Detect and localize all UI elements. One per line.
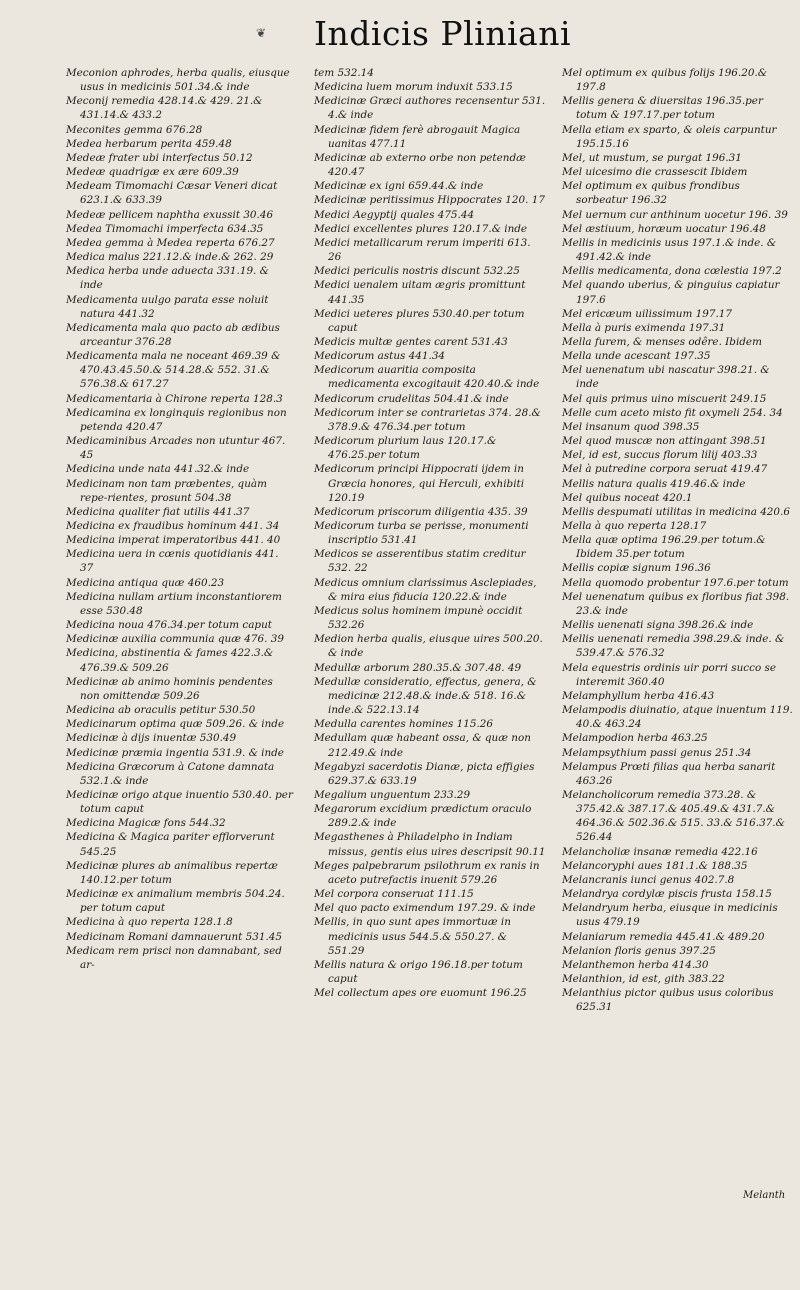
index-column-3 bbox=[562, 66, 797, 1014]
index-entry: Medica malus 221.12.& inde.& 262. 29 bbox=[66, 251, 274, 264]
index-entry: Mel, ut mustum, se purgat 196.31 bbox=[562, 151, 742, 164]
index-column-1 bbox=[66, 66, 297, 972]
index-entry: Melamphyllum herba 416.43 bbox=[562, 689, 715, 702]
index-entry: Medicina qualiter fiat utilis 441.37 bbox=[66, 505, 250, 518]
index-entry: Mel uenenatum ubi nascatur 398.21. & inde bbox=[562, 364, 773, 391]
index-entry: Medea herbarum perita 459.48 bbox=[66, 137, 232, 150]
index-entry: Mel uenenatum quibus ex floribus fiat 398. 23.& inde bbox=[562, 590, 793, 617]
index-entry: Mel quod muscæ non attingant 398.51 bbox=[562, 435, 767, 448]
index-entry: Mel æstiuum, horæum uocatur 196.48 bbox=[562, 222, 766, 235]
index-entry: Medicinæ peritissimus Hippocrates 120. 17 bbox=[314, 194, 545, 207]
index-entry: Melampodion herba 463.25 bbox=[562, 732, 708, 745]
index-entry: Melampsythium passi genus 251.34 bbox=[562, 746, 752, 759]
index-entry: Medici Aegyptij quales 475.44 bbox=[314, 208, 475, 221]
index-entry: Meconion aphrodes, herba qualis, eiusque usus in medicinis 501.34.& inde bbox=[66, 67, 294, 94]
index-entry: Mel optimum ex quibus frondibus sorbeatur 196.32 bbox=[562, 180, 744, 207]
index-entry: Medicorum plurium laus 120.17.& 476.25.per totum bbox=[314, 435, 500, 462]
index-entry: Melanthius pictor quibus usus coloribus 625.31 bbox=[562, 987, 777, 1014]
ornament-icon: ❦ bbox=[256, 26, 267, 40]
index-entry: Medicinæ origo atque inuentio 530.40. per totum caput bbox=[66, 788, 297, 816]
index-column-2 bbox=[314, 66, 549, 1000]
index-entry: Mel insanum quod 398.35 bbox=[562, 420, 700, 433]
index-entry: Melanthemon herba 414.30 bbox=[562, 958, 709, 971]
index-entry: Medulla carentes homines 115.26 bbox=[314, 718, 494, 731]
index-entry: Medici metallicarum rerum imperiti 613. 26 bbox=[314, 236, 534, 264]
index-entry: Medici excellentes plures 120.17.& inde bbox=[314, 222, 528, 235]
index-entry: Mellis uenenati remedia 398.29.& inde. & 539.47.& 576.32 bbox=[562, 633, 788, 660]
index-entry: Medea gemma à Medea reperta 676.27 bbox=[66, 236, 275, 249]
index-entry: Medicinæ ex igni 659.44.& inde bbox=[314, 180, 484, 193]
index-entry: Mella quomodo probentur 197.6.per totum bbox=[562, 576, 789, 589]
index-entry: Medicorum astus 441.34 bbox=[314, 350, 446, 363]
index-entry: Mel uicesimo die crassescit Ibidem bbox=[562, 166, 748, 179]
index-entry: Melancholiæ insanæ remedia 422.16 bbox=[562, 845, 758, 858]
index-entry: Medeæ frater ubi interfectus 50.12 bbox=[66, 151, 253, 164]
index-entry: Meconites gemma 676.28 bbox=[66, 123, 203, 136]
index-entry: Medicinæ Græci authores recensentur 531. 4.& inde bbox=[314, 95, 549, 122]
index-entry: Medeæ quadrigæ ex ære 609.39 bbox=[66, 166, 239, 179]
index-entry: Medicinam non tam præbentes, quàm repe-rientes, prosunt 504.38 bbox=[66, 477, 271, 504]
index-entry: Melandrya cordylæ piscis frusta 158.15 bbox=[562, 888, 772, 901]
index-entry: Medici ueteres plures 530.40.per totum caput bbox=[314, 307, 528, 334]
index-entry: Mellis despumati utilitas in medicina 420.6 bbox=[562, 505, 790, 518]
index-entry: Medicinam Romani damnauerunt 531.45 bbox=[66, 930, 283, 943]
index-entry: Melampodis diuinatio, atque inuentum 119. 40.& 463.24 bbox=[562, 704, 797, 731]
index-entry: Medicina uera in cœnis quotidianis 441. 37 bbox=[66, 548, 282, 575]
index-entry: Megarorum excidium prædictum oraculo 289.2.& inde bbox=[314, 803, 535, 830]
index-entry: Medicamina ex longinquis regionibus non petenda 420.47 bbox=[66, 406, 290, 433]
index-entry: Mel à putredine corpora seruat 419.47 bbox=[562, 463, 768, 476]
index-entry: Medicorum crudelitas 504.41.& inde bbox=[314, 392, 509, 405]
index-entry: Melampus Prœti filias qua herba sanarit 463.26 bbox=[562, 760, 779, 787]
index-entry: Medicorum turba se perisse, monumenti inscriptio 531.41 bbox=[314, 520, 532, 547]
index-entry: Medicinæ ab animo hominis pendentes non omittendæ 509.26 bbox=[66, 675, 277, 702]
index-entry: Melancholicorum remedia 373.28. & 375.42.& 387.17.& 405.49.& 431.7.& 464.36.& 502.36.& 515. 33.& 516.37.& 526.44 bbox=[562, 788, 789, 844]
index-entry: Medicamentaria à Chirone reperta 128.3 bbox=[66, 392, 283, 405]
index-entry: Meges palpebrarum psilothrum ex ranis in aceto putrefactis inuenit 579.26 bbox=[314, 859, 543, 886]
index-entry: Medea Timomachi imperfecta 634.35 bbox=[66, 222, 264, 235]
index-entry: Medicorum inter se contrarietas 374. 28.& 378.9.& 476.34.per totum bbox=[314, 406, 545, 433]
index-entry: Melaniarum remedia 445.41.& 489.20 bbox=[562, 930, 765, 943]
index-entry: Mel corpora conseruat 111.15 bbox=[314, 888, 474, 901]
index-entry: Medicinæ fidem ferè abrogauit Magica uanitas 477.11 bbox=[314, 123, 524, 150]
index-entry: Medicinæ auxilia communia quæ 476. 39 bbox=[66, 633, 284, 646]
index-entry: Medullæ arborum 280.35.& 307.48. 49 bbox=[314, 661, 522, 674]
index-entry: Mela equestris ordinis uir porri succo se interemit 360.40 bbox=[562, 661, 780, 688]
index-entry: Mel ericæum uilissimum 197.17 bbox=[562, 307, 732, 320]
index-entry: Medicina luem morum induxit 533.15 bbox=[314, 81, 513, 94]
index-entry: Mellis, in quo sunt apes immortuæ in medicinis usus 544.5.& 550.27. & 551.29 bbox=[314, 916, 515, 957]
index-entry: Medullæ consideratio, effectus, genera, & medicinæ 212.48.& inde.& 518. 16.& inde.& 522.13.14 bbox=[314, 675, 540, 717]
index-entry: Medeæ pellicem naphtha exussit 30.46 bbox=[66, 208, 274, 221]
index-entry: Medicamenta mala ne noceant 469.39 & 470.43.45.50.& 514.28.& 552. 31.& 576.38.& 617.27 bbox=[66, 350, 284, 391]
index-entry: Medicina antiqua quæ 460.23 bbox=[66, 576, 225, 589]
index-entry: Mel quibus noceat 420.1 bbox=[562, 491, 693, 504]
index-entry: Mella furem, & menses odêre. Ibidem bbox=[562, 335, 762, 348]
index-entry: Medica herba unde aduecta 331.19. & inde bbox=[66, 265, 273, 292]
index-entry: Medion herba qualis, eiusque uires 500.20. & inde bbox=[314, 633, 547, 660]
index-entry: Mellis uenenati signa 398.26.& inde bbox=[562, 619, 754, 632]
index-entry: Medicinæ præmia ingentia 531.9. & inde bbox=[66, 746, 284, 759]
index-entry: Medicina, abstinentia & fames 422.3.& 476.39.& 509.26 bbox=[66, 647, 277, 674]
index-entry: Medicina ab oraculis petitur 530.50 bbox=[66, 704, 256, 717]
index-entry: Medicinarum optima quæ 509.26. & inde bbox=[66, 718, 285, 731]
index-entry: Medicinæ ex animalium membris 504.24. per totum caput bbox=[66, 888, 289, 915]
index-entry: Medicinæ à dijs inuentæ 530.49 bbox=[66, 732, 237, 745]
index-entry: Melandryum herba, eiusque in medicinis usus 479.19 bbox=[562, 902, 781, 929]
index-entry: Medullam quæ habeant ossa, & quæ non 212.49.& inde bbox=[314, 732, 535, 759]
index-entry: Medicorum principi Hippocrati ijdem in Græcia honores, qui Herculi, exhibiti 120.19 bbox=[314, 463, 528, 504]
index-entry: Medicina Magicæ fons 544.32 bbox=[66, 817, 226, 830]
index-entry: Medicina unde nata 441.32.& inde bbox=[66, 463, 250, 476]
index-entry: Medicina imperat imperatoribus 441. 40 bbox=[66, 534, 281, 547]
index-entry: Meconij remedia 428.14.& 429. 21.& 431.14.& 433.2 bbox=[66, 95, 266, 122]
page-title: Indicis Pliniani bbox=[314, 14, 572, 53]
index-entry: Mel quo pacto eximendum 197.29. & inde bbox=[314, 902, 536, 915]
index-entry: Mella à quo reperta 128.17 bbox=[562, 520, 707, 532]
index-entry: Melanthion, id est, gith 383.22 bbox=[562, 973, 725, 985]
index-entry: Medicina Græcorum à Catone damnata 532.1.& inde bbox=[66, 760, 278, 787]
index-entry: Mel, id est, succus florum lilij 403.33 bbox=[562, 449, 758, 462]
index-entry: Mella etiam ex sparto, & oleis carpuntur 195.15.16 bbox=[562, 123, 780, 150]
index-entry: Medicus omnium clarissimus Asclepiades, & mira eius fiducia 120.22.& inde bbox=[314, 576, 540, 603]
index-entry: Medicorum auaritia composita medicamenta excogitauit 420.40.& inde bbox=[314, 364, 540, 391]
index-entry: Medicis multæ gentes carent 531.43 bbox=[314, 335, 508, 348]
index-entry: Megasthenes à Philadelpho in Indiam missus, gentis eius uires descripsit 90.11 bbox=[314, 831, 546, 858]
index-entry: Mellis in medicinis usus 197.1.& inde. & 491.42.& inde bbox=[562, 236, 780, 264]
index-entry: Medicamenta uulgo parata esse noluit natura 441.32 bbox=[66, 293, 272, 320]
index-entry: Medicamenta mala quo pacto ab ædibus arceantur 376.28 bbox=[66, 321, 284, 348]
index-entry: Medicorum priscorum diligentia 435. 39 bbox=[314, 505, 528, 518]
index-entry: Medicam rem prisci non damnabant, sed ar- bbox=[66, 944, 286, 971]
index-entry: Melle cum aceto misto fit oxymeli 254. 34 bbox=[562, 406, 783, 419]
index-entry: Medicinæ plures ab animalibus repertæ 140.12.per totum bbox=[66, 859, 282, 886]
index-entry: Melancoryphi aues 181.1.& 188.35 bbox=[562, 859, 748, 872]
index-entry: Mellis medicamenta, dona cœlestia 197.2 bbox=[562, 265, 782, 278]
index-entry: Mella quæ optima 196.29.per totum.& Ibidem 35.per totum bbox=[562, 534, 769, 561]
index-entry: Mellis natura & origo 196.18.per totum caput bbox=[314, 958, 527, 985]
index-entry: Medicina & Magica pariter efflorverunt 545.25 bbox=[66, 831, 278, 858]
index-entry: Medicina noua 476.34.per totum caput bbox=[66, 619, 272, 632]
index-entry: Medicos se asserentibus statim creditur 532. 22 bbox=[314, 548, 529, 575]
index-entry: Megabyzi sacerdotis Dianæ, picta effigies 629.37.& 633.19 bbox=[314, 760, 538, 787]
index-entry: Medicaminibus Arcades non utuntur 467. 45 bbox=[66, 435, 289, 462]
index-entry: tem 532.14 bbox=[314, 67, 374, 79]
index-entry: Mella unde acescant 197.35 bbox=[562, 350, 711, 363]
index-entry: Melancranis iunci genus 402.7.8 bbox=[562, 873, 735, 886]
index-entry: Megalium unguentum 233.29 bbox=[314, 788, 471, 801]
index-entry: Medicina nullam artium inconstantiorem esse 530.48 bbox=[66, 590, 286, 617]
index-entry: Medicina à quo reperta 128.1.8 bbox=[66, 916, 233, 929]
index-entry: Mel quando uberius, & pinguius capiatur 197.6 bbox=[562, 279, 783, 306]
index-entry: Melanion floris genus 397.25 bbox=[562, 944, 716, 957]
index-entry: Mellis natura qualis 419.46.& inde bbox=[562, 477, 746, 490]
index-entry: Mel optimum ex quibus folijs 196.20.& 197.8 bbox=[562, 67, 771, 94]
index-entry: Mel uernum cur anthinum uocetur 196. 39 bbox=[562, 208, 788, 221]
index-entry: Medici periculis nostris discunt 532.25 bbox=[314, 265, 520, 278]
index-entry: Medicus solus hominem impunè occidit 532.26 bbox=[314, 604, 526, 632]
index-entry: Mel collectum apes ore euomunt 196.25 bbox=[314, 987, 527, 1000]
index-entry: Medici uenalem uitam ægris promittunt 441.35 bbox=[314, 279, 529, 306]
catchword: Melanth bbox=[743, 1190, 786, 1201]
index-entry: Mella à puris eximenda 197.31 bbox=[562, 321, 726, 334]
index-entry: Mellis genera & diuersitas 196.35.per totum & 197.17.per totum bbox=[562, 95, 767, 122]
index-entry: Mellis copiæ signum 196.36 bbox=[562, 562, 711, 575]
index-entry: Medeam Timomachi Cæsar Veneri dicat 623.1.& 633.39 bbox=[66, 180, 281, 207]
index-entry: Medicina ex fraudibus hominum 441. 34 bbox=[66, 520, 280, 532]
index-entry: Medicinæ ab externo orbe non petendæ 420.47 bbox=[314, 151, 530, 179]
index-entry: Mel quis primus uino miscuerit 249.15 bbox=[562, 392, 767, 405]
